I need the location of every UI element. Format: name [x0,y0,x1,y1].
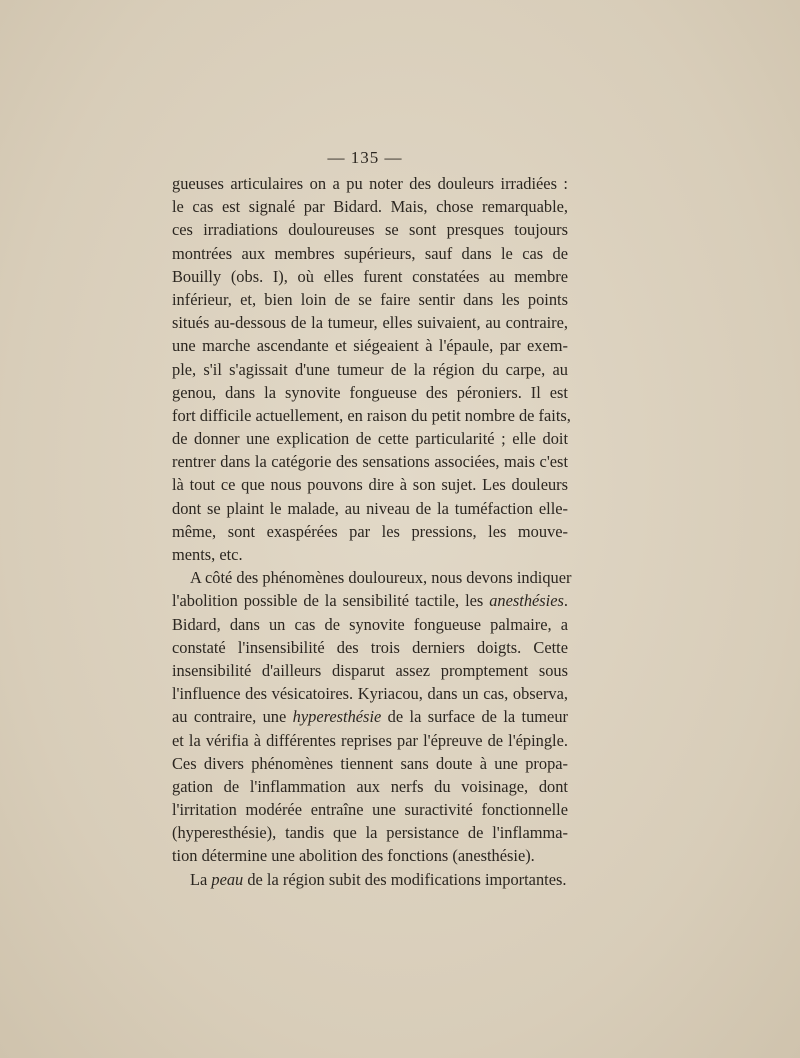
text-segment: de la surface de la tumeur [381,707,568,727]
text-line [172,752,568,775]
text-segment: de la région subit des modifications importantes. [243,869,567,889]
italic-term: peau [211,869,244,889]
text-line [172,265,568,288]
text-segment: dont se plaint le malade, au niveau de la tuméfaction elle- [172,498,568,518]
text-line [172,497,568,520]
text-segment: une marche ascendante et siégeaient à l'épaule, par exem- [172,336,568,356]
italic-term: anesthésies [489,591,564,611]
text-segment: de donner une explication de cette particularité ; elle doit [172,429,568,449]
text-line [172,358,568,381]
text-segment: rentrer dans la catégorie des sensations associées, mais c'est [172,452,568,472]
text-line [172,520,568,543]
text-line [172,218,568,241]
text-line [172,334,568,357]
text-segment: ces irradiations douloureuses se sont presques toujours [172,220,568,240]
text-segment: là tout ce que nous pouvons dire à son sujet. Les douleurs [172,475,568,495]
text-line [172,613,568,636]
text-segment: le cas est signalé par Bidard. Mais, chose remarquable, [172,197,568,217]
text-line [172,821,568,844]
page-number: — 135 — [327,148,403,167]
text-segment: gueuses articulaires on a pu noter des douleurs irradiées : [172,174,568,193]
text-segment: Bouilly (obs. I), où elles furent constatées au membre [172,266,568,286]
text-line [172,775,568,798]
text-segment: ple, s'il s'agissait d'une tumeur de la région du carpe, au [172,359,568,379]
text-line [172,636,568,659]
text-line [172,427,568,450]
text-segment: A côté des phénomènes douloureux, nous devons indiquer [190,568,572,588]
text-segment: tion détermine une abolition des fonctions (anesthésie). [172,846,535,866]
text-segment: ments, etc. [172,545,243,564]
text-segment: fort difficile actuellement, en raison du petit nombre de faits, [172,405,571,425]
text-segment: Bidard, dans un cas de synovite fongueuse palmaire, a [172,614,568,634]
text-line [172,566,572,589]
text-line [172,404,571,427]
italic-term: hyperesthésie [292,707,382,727]
text-segment: l'abolition possible de la sensibilité tactile, les [172,591,490,611]
text-line [172,473,568,496]
text-line [172,589,568,612]
text-segment: au contraire, une [172,707,293,727]
text-line [172,659,568,682]
text-line [172,172,568,195]
text-line [172,288,568,311]
text-segment: l'irritation modérée entraîne une suractivité fonctionnelle [172,800,568,820]
text-segment: l'influence des vésicatoires. Kyriacou, dans un cas, observa, [172,684,568,704]
text-segment: même, sont exaspérées par les pressions, les mouve- [172,521,568,541]
text-segment: situés au-dessous de la tumeur, elles suivaient, au contraire, [172,313,568,333]
body-text [172,172,572,891]
text-segment: insensibilité d'ailleurs disparut assez promptement sous [172,660,568,680]
text-segment: constaté l'insensibilité des trois derniers doigts. Cette [172,637,568,657]
text-line [172,868,568,891]
text-line [172,311,568,334]
text-line [172,798,568,821]
text-segment: inférieur, et, bien loin de se faire sentir dans les points [172,289,568,309]
text-segment: Ces divers phénomènes tiennent sans doute à une propa- [172,753,568,773]
text-line [172,729,568,752]
text-segment: (hyperesthésie), tandis que la persistance de l'inflamma- [172,823,568,843]
text-line [172,381,568,404]
text-line [172,195,568,218]
text-line [172,543,568,566]
text-line [172,242,568,265]
text-line [172,450,568,473]
text-segment: . [563,591,568,611]
text-segment: montrées aux membres supérieurs, sauf dans le cas de [172,243,568,263]
text-line [172,682,568,705]
text-line [172,705,568,728]
text-segment: et la vérifia à différentes reprises par l'épreuve de l'épingle. [172,730,568,750]
text-segment: La [190,869,212,889]
text-segment: gation de l'inflammation aux nerfs du voisinage, dont [172,776,568,796]
text-line [172,844,568,867]
text-segment: genou, dans la synovite fongueuse des péroniers. Il est [172,382,568,402]
